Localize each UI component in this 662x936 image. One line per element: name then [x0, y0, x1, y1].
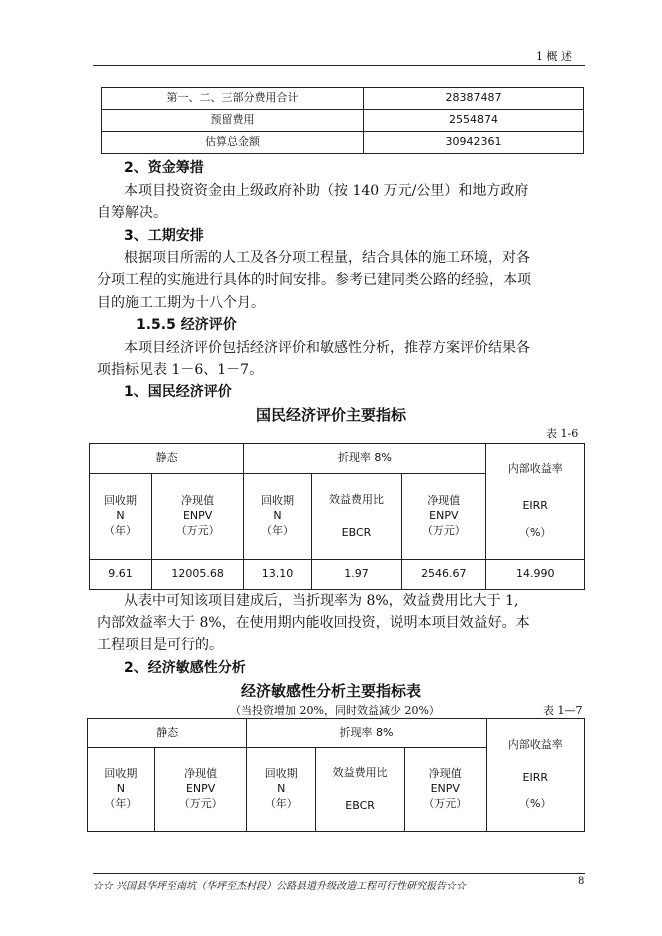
economic-line-2: 项指标见表 1－6、1－7。: [97, 362, 264, 378]
table7-irr-header: [486, 719, 584, 832]
header-rule: [93, 65, 585, 66]
header-line: （万元）: [178, 796, 223, 810]
irr-label: 内部收益率: [507, 462, 563, 476]
table7-subtitle: （当投资增加 20%，同时效益减少 20%）: [230, 704, 440, 717]
table6-value: 1.97: [311, 560, 401, 590]
header-line: N: [273, 509, 282, 523]
table-row: [90, 444, 585, 474]
header-line: N: [116, 509, 125, 523]
header-line: 净现值: [184, 767, 218, 781]
table6: [89, 443, 585, 590]
header-line: ENPV: [182, 509, 213, 523]
table7-title: 经济敏感性分析主要指标表: [240, 682, 421, 700]
header-line: （年）: [260, 523, 294, 537]
national-heading: 1、国民经济评价: [124, 384, 232, 400]
table6-npv2-header: [402, 474, 486, 560]
cost-label: 预留费用: [102, 110, 364, 132]
table6-title: 国民经济评价主要指标: [255, 406, 406, 424]
header-line: 效益费用比: [328, 492, 384, 506]
irr-label: 内部收益率: [507, 737, 563, 751]
header-line: N: [116, 782, 126, 796]
cost-value: 28387487: [364, 88, 584, 110]
table6-value: 2546.67: [402, 560, 486, 590]
header-line: （年）: [264, 796, 298, 810]
sensitivity-heading: 2、经济敏感性分析: [124, 660, 246, 676]
table7-npv-header: [154, 748, 247, 832]
schedule-line-3: 目的施工工期为十八个月。: [97, 295, 265, 311]
cost-value: 30942361: [364, 132, 584, 154]
table-row: [102, 110, 584, 132]
header-line: 净现值: [427, 494, 461, 508]
header-line: （万元）: [423, 796, 468, 810]
header-line: EBCR: [341, 525, 372, 539]
table7: [87, 718, 585, 832]
table7-group-discount: 折现率 8%: [247, 719, 486, 748]
table7-payback2-header: [247, 748, 316, 832]
table6-npv-header: [152, 474, 244, 560]
header-line: （万元）: [175, 523, 220, 537]
table6-value: 14.990: [486, 560, 585, 590]
table-row: [102, 132, 584, 154]
economic-heading: 1.5.5 经济评价: [136, 317, 237, 333]
conclusion-line-2: 内部效益率大于 8%，在使用期内能收回投资，说明本项目效益好。本: [97, 615, 530, 631]
table6-payback-header: [90, 474, 152, 560]
header-line: 回收期: [104, 494, 138, 508]
header-line: 回收期: [264, 767, 298, 781]
header-line: 效益费用比: [332, 765, 388, 779]
irr-unit: （%）: [519, 797, 552, 811]
table6-group-static: 静态: [90, 444, 244, 474]
schedule-line-1: 根据项目所需的人工及各分项工程量，结合具体的施工环境，对各: [124, 250, 530, 266]
footer-rule: [93, 873, 585, 874]
header-line: （万元）: [421, 523, 466, 537]
table6-value: 12005.68: [152, 560, 244, 590]
schedule-heading: 3、工期安排: [124, 228, 204, 244]
cost-table: [101, 87, 584, 154]
header-line: （年）: [104, 523, 138, 537]
header-line: 净现值: [428, 767, 462, 781]
table6-payback2-header: [244, 474, 312, 560]
table6-value: 13.10: [244, 560, 312, 590]
irr-symbol: EIRR: [522, 499, 548, 513]
header-line: ENPV: [185, 782, 216, 796]
header-line: N: [277, 782, 286, 796]
economic-line-1: 本项目经济评价包括经济评价和敏感性分析，推荐方案评价结果各: [124, 340, 530, 356]
table-row: [102, 88, 584, 110]
schedule-line-2: 分项工程的实施进行具体的时间安排。参考已建同类公路的经验，本项: [97, 272, 531, 288]
funding-line-1: 本项目投资资金由上级政府补助（按 140 万元/公里）和地方政府: [124, 183, 529, 199]
table6-number: 表 1-6: [546, 427, 579, 440]
table7-bcr-header: [316, 748, 405, 832]
cost-value: 2554874: [364, 110, 584, 132]
table7-number: 表 1—7: [543, 704, 583, 717]
conclusion-line-3: 工程项目是可行的。: [97, 637, 223, 653]
header-line: EBCR: [345, 798, 375, 812]
header-line: ENPV: [429, 509, 459, 523]
table6-value: 9.61: [90, 560, 152, 590]
header-line: （年）: [104, 796, 138, 810]
table6-bcr-header: [311, 474, 401, 560]
page-number: 8: [578, 876, 585, 887]
header-line: 回收期: [104, 767, 138, 781]
header-line: 回收期: [260, 494, 294, 508]
page-section-header: 1 概 述: [536, 50, 572, 63]
table7-npv2-header: [405, 748, 486, 832]
table7-group-static: 静态: [88, 719, 247, 748]
cost-label: 估算总金额: [102, 132, 364, 154]
funding-heading: 2、资金筹措: [124, 160, 204, 176]
irr-unit: （%）: [518, 525, 552, 539]
table7-payback-header: [88, 748, 155, 832]
irr-symbol: EIRR: [522, 770, 548, 784]
footer-title: ☆☆ 兴国县华坪至南坑（华坪至杰村段）公路县道升级改造工程可行性研究报告☆☆: [93, 881, 467, 892]
table6-group-discount: 折现率 8%: [244, 444, 486, 474]
cost-label: 第一、二、三部分费用合计: [102, 88, 364, 110]
table-row: [88, 719, 585, 748]
table6-irr-header: [486, 444, 585, 560]
header-line: ENPV: [430, 782, 460, 796]
table-row: [90, 560, 585, 590]
header-line: 净现值: [181, 494, 215, 508]
conclusion-line-1: 从表中可知该项目建成后，当折现率为 8%，效益费用比大于 1,: [124, 593, 519, 609]
funding-line-2: 自筹解决。: [97, 205, 167, 221]
